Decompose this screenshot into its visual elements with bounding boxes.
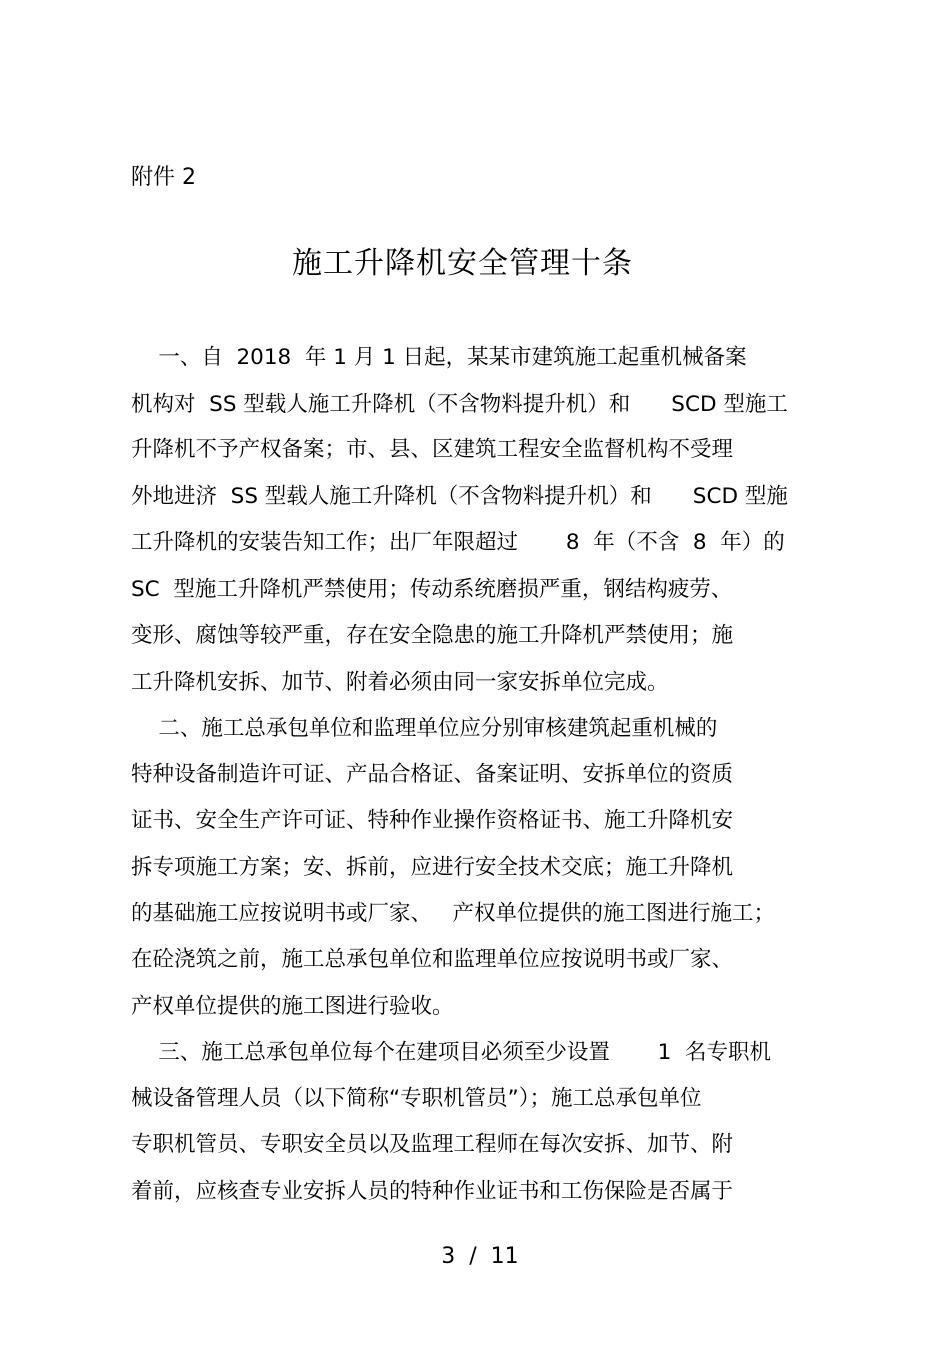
body-text-line: 工升降机的安装告知工作；出厂年限超过 8 年（不含 8 年）的 — [131, 530, 785, 555]
body-text-line: 二、施工总承包单位和监理单位应分别审核建筑起重机械的 — [131, 716, 718, 741]
body-text-line: 专职机管员、专职安全员以及监理工程师在每次安拆、加节、附 — [131, 1132, 734, 1157]
body-text-line: 外地进济 SS 型载人施工升降机（不含物料提升机）和 SCD 型施 — [131, 484, 788, 509]
body-text-line: 机构对 SS 型载人施工升降机（不含物料提升机）和 SCD 型施工 — [131, 392, 788, 417]
document-title: 施工升降机安全管理十条 — [292, 246, 633, 281]
body-text-line: 升降机不予产权备案；市、县、区建筑工程安全监督机构不受理 — [131, 437, 734, 462]
page-indicator: 3 / 11 — [441, 1244, 519, 1269]
body-text-line: 变形、腐蚀等较严重，存在安全隐患的施工升降机严禁使用；施 — [131, 623, 734, 648]
body-text-line: 三、施工总承包单位每个在建项目必须至少设置 1 名专职机 — [131, 1040, 772, 1065]
body-text-line: 械设备管理人员（以下简称“专职机管员”）；施工总承包单位 — [131, 1086, 702, 1111]
body-text-line: 工升降机安拆、加节、附着必须由同一家安拆单位完成。 — [131, 670, 669, 695]
attachment-label: 附件 2 — [131, 165, 196, 190]
body-text-line: 一、自 2018 年 1 月 1 日起，某某市建筑施工起重机械备案 — [131, 345, 747, 370]
body-text-line: 特种设备制造许可证、产品合格证、备案证明、安拆单位的资质 — [131, 762, 734, 787]
body-text-line: 的基础施工应按说明书或厂家、 产权单位提供的施工图进行施工； — [131, 901, 776, 926]
body-text-line: 着前，应核查专业安拆人员的特种作业证书和工伤保险是否属于 — [131, 1179, 734, 1204]
body-text-line: 拆专项施工方案；安、拆前，应进行安全技术交底；施工升降机 — [131, 855, 734, 880]
body-text-line: 在砼浇筑之前，施工总承包单位和监理单位应按说明书或厂家、 — [131, 947, 734, 972]
body-text-line: 证书、安全生产许可证、特种作业操作资格证书、施工升降机安 — [131, 808, 734, 833]
body-text-line: SC 型施工升降机严禁使用；传动系统磨损严重，钢结构疲劳、 — [131, 577, 733, 602]
body-text-line: 产权单位提供的施工图进行验收。 — [131, 994, 454, 1019]
